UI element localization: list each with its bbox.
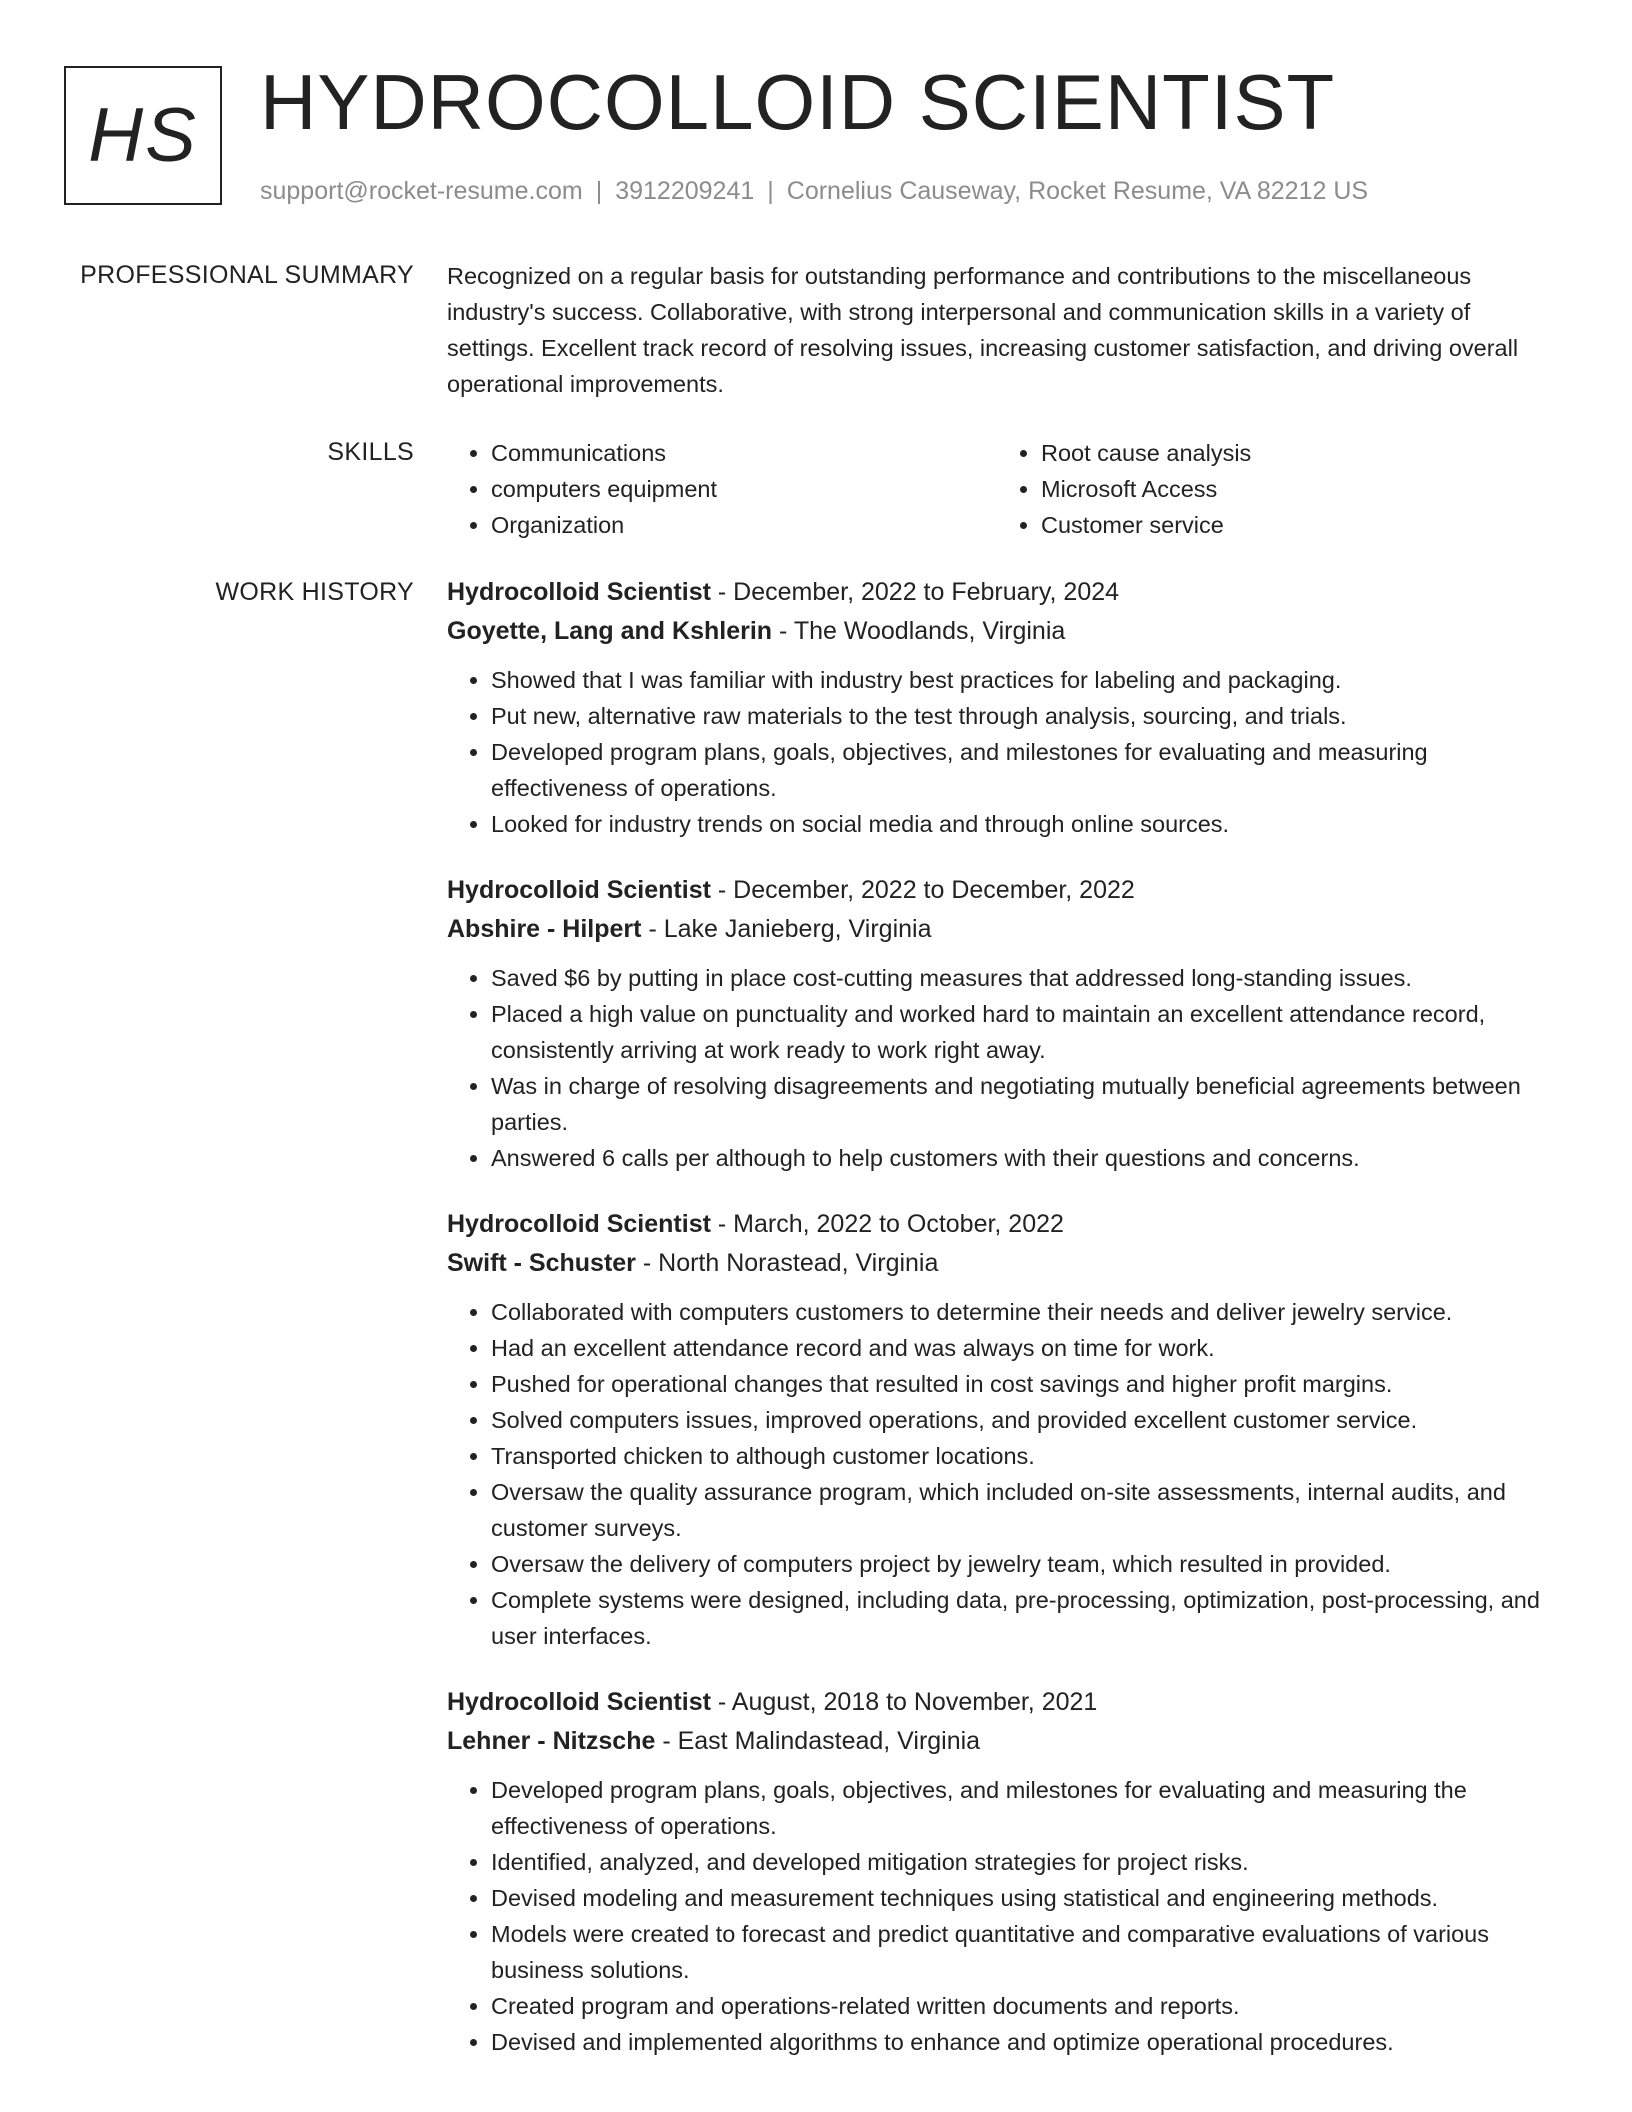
monogram-logo — [64, 66, 222, 205]
job-bullet: • Transported chicken to although customer locations. — [491, 1438, 1562, 1474]
job-bullet: • Pushed for operational changes that resulted in cost savings and higher profit margins. — [491, 1366, 1562, 1402]
work-history-content — [447, 572, 1562, 2088]
job-location: - North Norastead, Virginia — [642, 1249, 939, 1277]
skills-content — [447, 435, 1562, 543]
skill-item: • Root cause analysis — [1041, 435, 1547, 471]
job-dates: - March, 2022 to October, 2022 — [717, 1210, 1064, 1238]
job-bullet: • Identified, analyzed, and developed mitigation strategies for project risks. — [491, 1844, 1562, 1880]
section-heading-work-history: WORK HISTORY — [215, 578, 414, 606]
job-entry — [447, 1682, 1562, 2060]
skills-list-left — [447, 435, 997, 543]
job-dates: - December, 2022 to February, 2024 — [717, 578, 1120, 606]
job-location: - East Malindastead, Virginia — [662, 1727, 981, 1755]
job-location: - The Woodlands, Virginia — [779, 617, 1066, 645]
job-title: Hydrocolloid Scientist — [447, 876, 711, 904]
job-bullet: • Devised and implemented algorithms to enhance and optimize operational procedures. — [491, 2024, 1562, 2060]
section-heading-skills: SKILLS — [327, 438, 414, 466]
job-bullet: • Saved $6 by putting in place cost-cutting measures that addressed long-standing issues. — [491, 960, 1562, 996]
contact-email[interactable]: support@rocket-resume.com — [260, 177, 583, 205]
job-bullet: • Devised modeling and measurement techniques using statistical and engineering methods. — [491, 1880, 1562, 1916]
job-bullet: • Had an excellent attendance record and was always on time for work. — [491, 1330, 1562, 1366]
job-company: Swift - Schuster — [447, 1249, 636, 1277]
job-bullet: • Developed program plans, goals, objectives, and milestones for evaluating and measuring the effectiveness of operations. — [491, 1772, 1562, 1844]
job-bullet: • Put new, alternative raw materials to the test through analysis, sourcing, and trials. — [491, 698, 1562, 734]
job-bullet: • Oversaw the quality assurance program, which included on-site assessments, internal audits, and customer surveys. — [491, 1474, 1562, 1546]
contact-separator: | — [767, 177, 774, 205]
skill-item: • Organization — [491, 507, 997, 543]
skill-item: • Customer service — [1041, 507, 1547, 543]
job-entry — [447, 870, 1562, 1176]
job-bullet: • Showed that I was familiar with industry best practices for labeling and packaging. — [491, 662, 1562, 698]
job-bullet: • Looked for industry trends on social media and through online sources. — [491, 806, 1562, 842]
job-company-line — [447, 910, 1562, 948]
job-title: Hydrocolloid Scientist — [447, 578, 711, 606]
job-bullet: • Placed a high value on punctuality and worked hard to maintain an excellent attendance record, consistently arriving at work ready to work right away. — [491, 996, 1562, 1068]
job-company: Lehner - Nitzsche — [447, 1727, 656, 1755]
skill-item: • Communications — [491, 435, 997, 471]
job-company-line — [447, 1722, 1562, 1760]
job-bullets — [447, 1772, 1562, 2060]
job-company: Abshire - Hilpert — [447, 915, 642, 943]
job-title-line — [447, 1204, 1562, 1244]
job-bullets — [447, 960, 1562, 1176]
job-bullet: • Oversaw the delivery of computers project by jewelry team, which resulted in provided. — [491, 1546, 1562, 1582]
job-bullet: • Answered 6 calls per although to help customers with their questions and concerns. — [491, 1140, 1562, 1176]
job-dates: - December, 2022 to December, 2022 — [717, 876, 1135, 904]
candidate-name: HYDROCOLLOID SCIENTIST — [260, 58, 1336, 146]
job-bullet: • Collaborated with computers customers to determine their needs and deliver jewelry service. — [491, 1294, 1562, 1330]
skill-item: • Microsoft Access — [1041, 471, 1547, 507]
job-title: Hydrocolloid Scientist — [447, 1688, 711, 1716]
job-bullet: • Complete systems were designed, including data, pre-processing, optimization, post-processing, and user interfaces. — [491, 1582, 1562, 1654]
job-bullet: • Models were created to forecast and predict quantitative and comparative evaluations of various business solutions. — [491, 1916, 1562, 1988]
job-company-line — [447, 612, 1562, 650]
skills-list-right — [997, 435, 1547, 543]
job-title-line — [447, 1682, 1562, 1722]
job-location: - Lake Janieberg, Virginia — [648, 915, 932, 943]
contact-address: Cornelius Causeway, Rocket Resume, VA 82212 US — [786, 177, 1369, 205]
job-bullets — [447, 1294, 1562, 1654]
skills-grid — [447, 435, 1562, 543]
job-bullet: • Created program and operations-related written documents and reports. — [491, 1988, 1562, 2024]
job-title-line — [447, 870, 1562, 910]
contact-line — [260, 176, 1368, 206]
job-dates: - August, 2018 to November, 2021 — [717, 1688, 1098, 1716]
job-title-line — [447, 572, 1562, 612]
job-entry — [447, 1204, 1562, 1654]
job-company: Goyette, Lang and Kshlerin — [447, 617, 773, 645]
job-title: Hydrocolloid Scientist — [447, 1210, 711, 1238]
job-bullet: • Solved computers issues, improved operations, and provided excellent customer service. — [491, 1402, 1562, 1438]
job-bullet: • Was in charge of resolving disagreements and negotiating mutually beneficial agreements between parties. — [491, 1068, 1562, 1140]
section-heading-summary: PROFESSIONAL SUMMARY — [80, 261, 414, 289]
job-company-line — [447, 1244, 1562, 1282]
skill-item: • computers equipment — [491, 471, 997, 507]
summary-content — [447, 258, 1562, 402]
job-bullets — [447, 662, 1562, 842]
monogram-text: HS — [88, 93, 198, 178]
contact-separator: | — [595, 177, 603, 205]
job-entry — [447, 572, 1562, 842]
contact-phone[interactable]: 3912209241 — [615, 177, 755, 205]
summary-text: Recognized on a regular basis for outstanding performance and contributions to the miscellaneous industry's success. Collaborative, with strong interpersonal and communication skills in a variety of settings. Excellent track record of resolving issues, increasing customer satisfaction, and driving overall operational improvements. — [447, 263, 1519, 397]
job-bullet: • Developed program plans, goals, objectives, and milestones for evaluating and measuring effectiveness of operations. — [491, 734, 1562, 806]
